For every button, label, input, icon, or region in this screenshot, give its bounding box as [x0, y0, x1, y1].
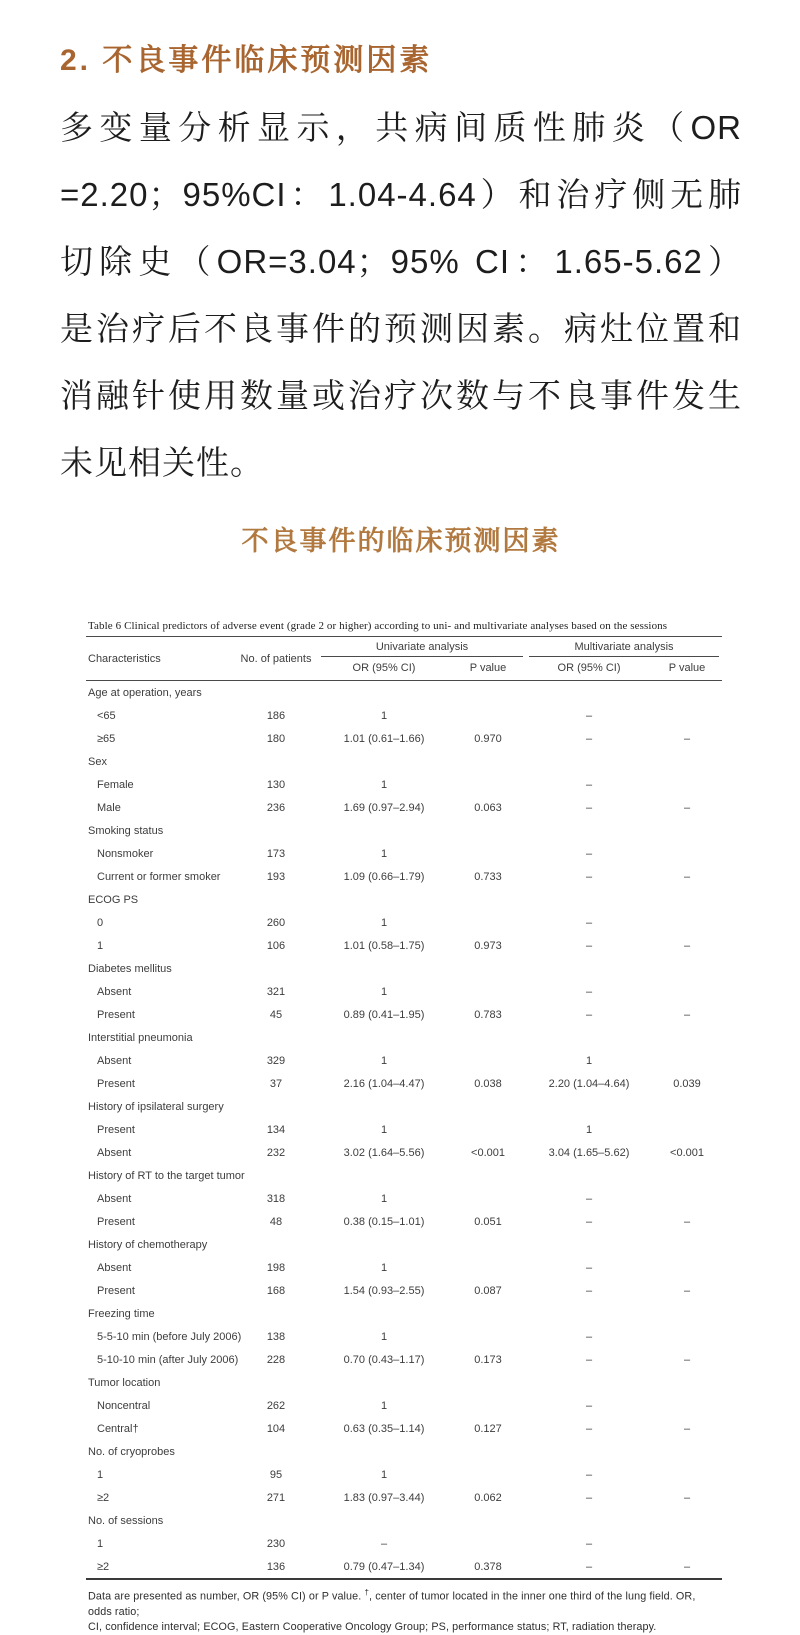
cell-value — [652, 1509, 722, 1532]
cell-value — [234, 1095, 318, 1118]
section-heading: 2. 不良事件临床预测因素 — [60, 44, 433, 77]
cell-value — [450, 1233, 526, 1256]
cell-value — [652, 1440, 722, 1463]
table-row — [86, 1141, 722, 1164]
cell-value: 1.01 (0.61–1.66) — [343, 732, 425, 745]
table-row — [86, 1394, 722, 1417]
row-label: Present — [97, 1008, 135, 1021]
cell-value — [652, 1187, 722, 1210]
cell-value — [652, 1118, 722, 1141]
cell-value: 106 — [266, 939, 286, 952]
cell-value: – — [683, 801, 691, 814]
cell-value: 1.09 (0.66–1.79) — [343, 870, 425, 883]
cell-value: 48 — [269, 1215, 283, 1228]
cell-value: 0.783 — [474, 1008, 502, 1021]
cell-value — [450, 957, 526, 980]
cell-value — [450, 1164, 526, 1187]
row-label: Noncentral — [97, 1399, 151, 1412]
header-multivariate: Multivariate analysis — [526, 637, 722, 659]
cell-value: – — [683, 1491, 691, 1504]
intro-line: 未见相关性。 — [60, 444, 264, 481]
table-title: Table 6 Clinical predictors of adverse event (grade 2 or higher) according to uni- and multivariate analyses based on the sessions — [88, 620, 668, 632]
cell-value — [652, 1095, 722, 1118]
cell-value: – — [683, 1422, 691, 1435]
cell-value: 0.063 — [474, 801, 502, 814]
cell-value: 1.83 (0.97–3.44) — [343, 1491, 425, 1504]
table-row — [86, 1187, 722, 1210]
row-label: Freezing time — [88, 1307, 155, 1320]
row-label: No. of sessions — [88, 1514, 164, 1527]
row-label: History of chemotherapy — [88, 1238, 208, 1251]
cell-value: 329 — [266, 1054, 286, 1067]
cell-value: – — [585, 985, 593, 998]
cell-value: 232 — [266, 1146, 286, 1159]
cell-value — [526, 750, 652, 773]
table-row — [86, 1279, 722, 1302]
cell-value — [318, 1440, 450, 1463]
cell-value — [526, 1095, 652, 1118]
cell-value: 104 — [266, 1422, 286, 1435]
row-label: 0 — [97, 916, 104, 929]
cell-value: 1 — [380, 778, 388, 791]
header-patients: No. of patients — [240, 652, 312, 665]
cell-value: 193 — [266, 870, 286, 883]
cell-value — [318, 750, 450, 773]
row-label: Male — [97, 801, 121, 814]
cell-value — [450, 1509, 526, 1532]
cell-value — [234, 1164, 318, 1187]
row-label: 1 — [97, 939, 104, 952]
header-or-multivariate: OR (95% CI) — [557, 662, 621, 674]
cell-value: 1 — [585, 1054, 593, 1067]
cell-value — [318, 1026, 450, 1049]
cell-value — [318, 1233, 450, 1256]
header-characteristics: Characteristics — [88, 652, 161, 665]
row-label: Interstitial pneumonia — [88, 1031, 193, 1044]
cell-value: – — [585, 847, 593, 860]
row-label: ≥2 — [97, 1560, 110, 1573]
row-label: Absent — [97, 1261, 132, 1274]
cell-value: – — [683, 1353, 691, 1366]
cell-value — [234, 1302, 318, 1325]
row-label: Present — [97, 1215, 135, 1228]
cell-value — [526, 1371, 652, 1394]
row-label: Nonsmoker — [97, 847, 154, 860]
cell-value — [450, 1440, 526, 1463]
cell-value: 2.20 (1.04–4.64) — [548, 1077, 630, 1090]
cell-value: – — [683, 870, 691, 883]
table-row — [86, 1049, 722, 1072]
cell-value — [234, 681, 318, 705]
cell-value — [526, 1509, 652, 1532]
footnote-text: CI, confidence interval; ECOG, Eastern Cooperative Oncology Group; PS, performance status; RT, radiation therapy. — [88, 1620, 657, 1633]
row-label: 5-5-10 min (before July 2006) — [97, 1330, 242, 1343]
table-row — [86, 980, 722, 1003]
cell-value: – — [585, 1215, 593, 1228]
clinical-predictors-table — [86, 636, 722, 1580]
cell-value: 1 — [380, 985, 388, 998]
cell-value: – — [585, 709, 593, 722]
cell-value: 180 — [266, 732, 286, 745]
cell-value — [652, 980, 722, 1003]
table-group-row — [86, 819, 722, 842]
cell-value — [652, 704, 722, 727]
cell-value — [450, 1026, 526, 1049]
table-row — [86, 1072, 722, 1095]
cell-value — [652, 1394, 722, 1417]
cell-value: 0.970 — [474, 732, 502, 745]
cell-value: 1 — [380, 1192, 388, 1205]
cell-value: 0.733 — [474, 870, 502, 883]
cell-value: 0.378 — [474, 1560, 502, 1573]
dagger-symbol: † — [364, 1588, 370, 1597]
footnote-text: Data are presented as number, OR (95% CI) or P value. — [88, 1590, 365, 1603]
intro-line: 是治疗后不良事件的预测因素。病灶位置和 — [60, 310, 742, 347]
table-row — [86, 1532, 722, 1555]
cell-value: 136 — [266, 1560, 286, 1573]
cell-value: – — [380, 1537, 388, 1550]
cell-value: <0.001 — [670, 1146, 704, 1159]
row-label: Absent — [97, 1192, 132, 1205]
cell-value: 1 — [380, 709, 388, 722]
cell-value — [450, 704, 526, 727]
cell-value: – — [683, 1560, 691, 1573]
cell-value: 1 — [380, 1330, 388, 1343]
cell-value — [526, 1164, 652, 1187]
cell-value: – — [683, 732, 691, 745]
cell-value — [450, 819, 526, 842]
cell-value — [652, 911, 722, 934]
cell-value: – — [585, 1560, 593, 1573]
cell-value: 262 — [266, 1399, 286, 1412]
header-p-multivariate: P value — [668, 662, 706, 674]
cell-value: 3.04 (1.65–5.62) — [548, 1146, 630, 1159]
cell-value: 0.70 (0.43–1.17) — [343, 1353, 425, 1366]
table-row — [86, 1463, 722, 1486]
cell-value: 168 — [266, 1284, 286, 1297]
cell-value — [234, 819, 318, 842]
cell-value: 138 — [266, 1330, 286, 1343]
cell-value: 130 — [266, 778, 286, 791]
row-label: Smoking status — [88, 824, 164, 837]
cell-value — [450, 1187, 526, 1210]
cell-value — [450, 1302, 526, 1325]
footnote-text: , center of tumor located in the inner one third of the lung field. OR, odds ratio; — [88, 1590, 696, 1618]
intro-line: =2.20；95%CI：1.04-4.64）和治疗侧无肺 — [60, 176, 742, 213]
cell-value — [450, 1095, 526, 1118]
cell-value: – — [585, 801, 593, 814]
cell-value — [526, 888, 652, 911]
table-row — [86, 727, 722, 750]
row-label: Absent — [97, 985, 132, 998]
cell-value: 1 — [380, 1261, 388, 1274]
table-footnote — [86, 1585, 722, 1635]
table6-figure — [86, 620, 722, 1635]
cell-value — [450, 1118, 526, 1141]
cell-value — [652, 773, 722, 796]
table-row — [86, 842, 722, 865]
cell-value — [234, 750, 318, 773]
row-label: History of ipsilateral surgery — [88, 1100, 224, 1113]
row-label: <65 — [97, 709, 116, 722]
cell-value: 0.38 (0.15–1.01) — [343, 1215, 425, 1228]
cell-value: 1.69 (0.97–2.94) — [343, 801, 425, 814]
cell-value: 1 — [380, 1468, 388, 1481]
table-group-row — [86, 957, 722, 980]
cell-value — [652, 1256, 722, 1279]
cell-value: <0.001 — [471, 1146, 505, 1159]
cell-value — [450, 842, 526, 865]
cell-value: 0.038 — [474, 1077, 502, 1090]
cell-value — [318, 1509, 450, 1532]
cell-value — [450, 1394, 526, 1417]
cell-value: – — [683, 1215, 691, 1228]
table-group-row — [86, 1371, 722, 1394]
table-row — [86, 1118, 722, 1141]
cell-value: – — [585, 1537, 593, 1550]
row-label: Absent — [97, 1054, 132, 1067]
cell-value: 0.973 — [474, 939, 502, 952]
row-label: Current or former smoker — [97, 870, 221, 883]
cell-value — [318, 957, 450, 980]
cell-value: 37 — [269, 1077, 283, 1090]
cell-value — [526, 1302, 652, 1325]
cell-value: – — [585, 1192, 593, 1205]
cell-value: – — [585, 778, 593, 791]
cell-value — [450, 1532, 526, 1555]
cell-value: – — [585, 870, 593, 883]
cell-value: 0.127 — [474, 1422, 502, 1435]
cell-value — [450, 1049, 526, 1072]
header-or-univariate: OR (95% CI) — [352, 662, 416, 674]
cell-value: 0.062 — [474, 1491, 502, 1504]
cell-value — [234, 888, 318, 911]
cell-value — [450, 1325, 526, 1348]
row-label: ≥65 — [97, 732, 116, 745]
cell-value — [450, 1371, 526, 1394]
cell-value — [450, 1463, 526, 1486]
cell-value: 0.63 (0.35–1.14) — [343, 1422, 425, 1435]
cell-value — [450, 750, 526, 773]
row-label: Diabetes mellitus — [88, 962, 172, 975]
cell-value: – — [585, 939, 593, 952]
cell-value: 321 — [266, 985, 286, 998]
row-label: 1 — [97, 1468, 104, 1481]
cell-value — [450, 980, 526, 1003]
cell-value — [318, 1095, 450, 1118]
row-label: 5-10-10 min (after July 2006) — [97, 1353, 239, 1366]
cell-value — [234, 1509, 318, 1532]
cell-value — [318, 1302, 450, 1325]
cell-value: – — [585, 1330, 593, 1343]
cell-value — [652, 1463, 722, 1486]
cell-value — [652, 1164, 722, 1187]
cell-value: 1.54 (0.93–2.55) — [343, 1284, 425, 1297]
cell-value — [652, 750, 722, 773]
table-row — [86, 1486, 722, 1509]
table-row — [86, 934, 722, 957]
cell-value — [652, 1049, 722, 1072]
row-label: Sex — [88, 755, 107, 768]
cell-value — [234, 1371, 318, 1394]
table-group-row — [86, 1233, 722, 1256]
table-group-row — [86, 1509, 722, 1532]
cell-value: 271 — [266, 1491, 286, 1504]
cell-value: 1 — [380, 916, 388, 929]
cell-value — [526, 957, 652, 980]
table-group-row — [86, 1440, 722, 1463]
row-label: Present — [97, 1123, 135, 1136]
cell-value — [652, 1026, 722, 1049]
table-body — [86, 681, 722, 1580]
cell-value: 0.79 (0.47–1.34) — [343, 1560, 425, 1573]
table-row — [86, 773, 722, 796]
cell-value: – — [585, 1284, 593, 1297]
cell-value: – — [683, 1008, 691, 1021]
table-row — [86, 865, 722, 888]
cell-value — [652, 1532, 722, 1555]
row-label: ECOG PS — [88, 893, 139, 906]
cell-value: 0.173 — [474, 1353, 502, 1366]
cell-value — [450, 773, 526, 796]
cell-value — [652, 1371, 722, 1394]
cell-value: 173 — [266, 847, 286, 860]
row-label: ≥2 — [97, 1491, 110, 1504]
header-p-univariate: P value — [469, 662, 507, 674]
header-univariate: Univariate analysis — [318, 637, 526, 659]
cell-value — [526, 1233, 652, 1256]
cell-value — [234, 1026, 318, 1049]
table-row — [86, 1256, 722, 1279]
cell-value — [450, 681, 526, 705]
cell-value: 260 — [266, 916, 286, 929]
cell-value: 198 — [266, 1261, 286, 1274]
cell-value: – — [585, 1491, 593, 1504]
cell-value: 236 — [266, 801, 286, 814]
cell-value — [652, 1325, 722, 1348]
cell-value: 0.087 — [474, 1284, 502, 1297]
cell-value — [450, 911, 526, 934]
cell-value: – — [585, 1399, 593, 1412]
cell-value — [318, 888, 450, 911]
cell-value: 1 — [585, 1123, 593, 1136]
cell-value: – — [585, 732, 593, 745]
cell-value: – — [585, 916, 593, 929]
table-group-row — [86, 1026, 722, 1049]
cell-value — [652, 1233, 722, 1256]
cell-value: 1 — [380, 1054, 388, 1067]
row-label: Central† — [97, 1422, 139, 1435]
table-group-row — [86, 1095, 722, 1118]
cell-value — [234, 1233, 318, 1256]
row-label: History of RT to the target tumor — [88, 1169, 245, 1182]
cell-value — [652, 1302, 722, 1325]
intro-line: 消融针使用数量或治疗次数与不良事件发生 — [60, 377, 742, 414]
cell-value: 0.039 — [673, 1077, 701, 1090]
cell-value — [526, 1026, 652, 1049]
table-row — [86, 1348, 722, 1371]
cell-value: 228 — [266, 1353, 286, 1366]
table-row — [86, 1210, 722, 1233]
cell-value — [450, 888, 526, 911]
cell-value — [652, 888, 722, 911]
table-row — [86, 1003, 722, 1026]
cell-value — [318, 1371, 450, 1394]
cell-value: 95 — [269, 1468, 283, 1481]
table-row — [86, 911, 722, 934]
cell-value: 0.89 (0.41–1.95) — [343, 1008, 425, 1021]
row-label: Age at operation, years — [88, 686, 202, 699]
cell-value: 186 — [266, 709, 286, 722]
cell-value: – — [585, 1008, 593, 1021]
table-group-row — [86, 1302, 722, 1325]
table-header — [86, 637, 722, 681]
table-group-row — [86, 750, 722, 773]
table-row — [86, 704, 722, 727]
cell-value — [526, 819, 652, 842]
cell-value: – — [683, 939, 691, 952]
cell-value: 1 — [380, 847, 388, 860]
cell-value: 318 — [266, 1192, 286, 1205]
cell-value: – — [683, 1284, 691, 1297]
cell-value — [652, 819, 722, 842]
intro-line: 多变量分析显示，共病间质性肺炎（OR — [60, 109, 742, 146]
cell-value: 3.02 (1.64–5.56) — [343, 1146, 425, 1159]
table-group-row — [86, 681, 722, 705]
cell-value — [652, 842, 722, 865]
cell-value: 1 — [380, 1399, 388, 1412]
cell-value: – — [585, 1353, 593, 1366]
cell-value: 45 — [269, 1008, 283, 1021]
cell-value — [652, 957, 722, 980]
cell-value — [318, 681, 450, 705]
cell-value: – — [585, 1422, 593, 1435]
row-label: Absent — [97, 1146, 132, 1159]
intro-paragraph — [60, 94, 742, 496]
cell-value — [526, 681, 652, 705]
cell-value: 134 — [266, 1123, 286, 1136]
cell-value: 2.16 (1.04–4.47) — [343, 1077, 425, 1090]
cell-value — [318, 819, 450, 842]
table-group-row — [86, 888, 722, 911]
table-subtitle: 不良事件的临床预测因素 — [241, 526, 561, 556]
row-label: Present — [97, 1284, 135, 1297]
table-row — [86, 796, 722, 819]
table-row — [86, 1417, 722, 1440]
cell-value: 1 — [380, 1123, 388, 1136]
cell-value — [450, 1256, 526, 1279]
cell-value: 0.051 — [474, 1215, 502, 1228]
cell-value: – — [585, 1468, 593, 1481]
cell-value — [234, 957, 318, 980]
cell-value — [318, 1164, 450, 1187]
cell-value: 1.01 (0.58–1.75) — [343, 939, 425, 952]
row-label: Present — [97, 1077, 135, 1090]
row-label: 1 — [97, 1537, 104, 1550]
row-label: Tumor location — [88, 1376, 161, 1389]
table-row — [86, 1325, 722, 1348]
cell-value: 230 — [266, 1537, 286, 1550]
intro-line: 切除史（OR=3.04；95% CI：1.65-5.62） — [60, 243, 742, 280]
cell-value — [652, 681, 722, 705]
table-group-row — [86, 1164, 722, 1187]
cell-value: – — [585, 1261, 593, 1274]
cell-value — [234, 1440, 318, 1463]
row-label: No. of cryoprobes — [88, 1445, 175, 1458]
row-label: Female — [97, 778, 134, 791]
cell-value — [526, 1440, 652, 1463]
